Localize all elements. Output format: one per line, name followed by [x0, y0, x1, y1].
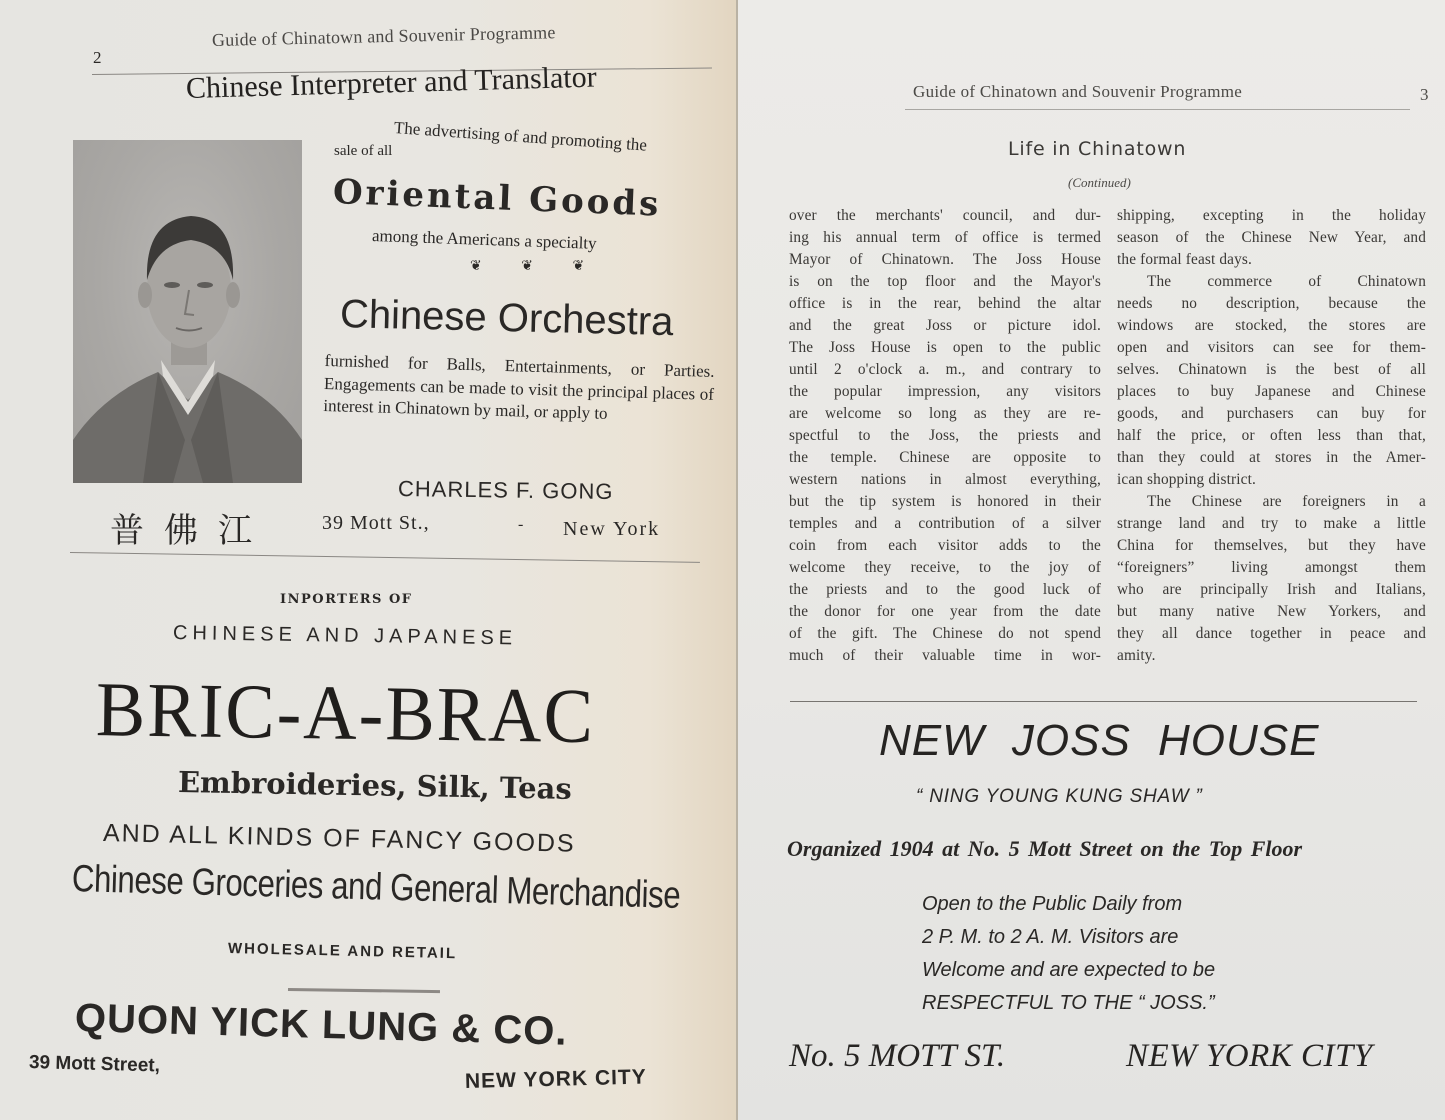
fancy-goods-line: AND ALL KINDS OF FANCY GOODS: [102, 819, 576, 858]
joss-house-city: NEW YORK CITY: [1126, 1038, 1373, 1074]
text-line: “foreigners” living amongst them: [1117, 559, 1426, 576]
address-separator: -: [518, 516, 524, 533]
text-line: Mayor of Chinatown. The Joss House: [789, 251, 1101, 268]
text-line: but many native New Yorkers, and: [1117, 603, 1426, 620]
text-line: ican shopping district.: [1117, 471, 1256, 488]
text-line: ing his annual term of office is termed: [789, 229, 1101, 246]
chinese-orchestra-headline: Chinese Orchestra: [339, 292, 674, 345]
text-line: over the merchants' council, and dur-: [789, 207, 1101, 224]
text-line: strange land and try to make a little: [1117, 515, 1426, 532]
advertiser-address: 39 Mott St.,: [322, 512, 430, 534]
text-line: China for themselves, but they have: [1117, 537, 1426, 554]
text-line: half the price, or often less than that,: [1117, 427, 1426, 444]
text-line: western nations in almost everything,: [789, 471, 1101, 488]
text-line: are welcome so long as they are re-: [789, 405, 1101, 422]
importers-kicker: INPORTERS OF: [280, 592, 413, 607]
text-line: temples and a contribution of a silver: [789, 515, 1101, 532]
hours-line: Welcome and are expected to be: [922, 959, 1216, 981]
text-line: the formal feast days.: [1117, 251, 1252, 268]
hours-line: 2 P. M. to 2 A. M. Visitors are: [922, 926, 1179, 948]
importers-origin: CHINESE AND JAPANESE: [172, 622, 518, 650]
groceries-line: Chinese Groceries and General Merchandise: [71, 858, 681, 917]
text-line: windows are stocked, the stores are: [1117, 317, 1426, 334]
text-line: office is in the rear, behind the altar: [789, 295, 1101, 312]
text-line: who are principally Irish and Italians,: [1117, 581, 1426, 598]
interpreter-ad-title: Chinese Interpreter and Translator: [185, 60, 598, 105]
oriental-goods-headline: Oriental Goods: [332, 172, 663, 225]
wholesale-retail-line: WHOLESALE AND RETAIL: [227, 940, 458, 963]
hours-line: RESPECTFUL TO THE “ JOSS.”: [922, 992, 1215, 1014]
text-line: is on the top floor and the Mayor's: [789, 273, 1101, 290]
running-head-right: Guide of Chinatown and Souvenir Programme: [913, 82, 1243, 101]
advertiser-chinese-name: 普佛江: [110, 511, 272, 551]
ad-divider-rule: [70, 552, 700, 563]
text-line: open and visitors can see for them-: [1117, 339, 1426, 356]
article-divider-rule: [790, 701, 1417, 702]
text-line: the popular impression, any visitors: [789, 383, 1101, 400]
text-line: shipping, excepting in the holiday: [1117, 207, 1426, 224]
article-column-2: [1117, 205, 1426, 667]
hours-line: Open to the Public Daily from: [922, 893, 1183, 915]
page-number-right: 3: [1420, 85, 1429, 104]
running-head: Guide of Chinatown and Souvenir Programme: [211, 22, 556, 50]
text-line: until 2 o'clock a. m., and contrary to: [789, 361, 1101, 378]
text-line: spectful to the Joss, the priests and: [789, 427, 1101, 444]
text-line: they all dance together in peace and: [1117, 625, 1426, 642]
joss-house-chinese-name: “ NING YOUNG KUNG SHAW ”: [916, 786, 1203, 807]
oriental-goods-subline: among the Americans a specialty: [371, 226, 597, 253]
article-column-1: [789, 205, 1101, 667]
text-line: needs no description, because the: [1117, 295, 1426, 312]
importers-goods: Embroideries, Silk, Teas: [177, 765, 573, 806]
advertiser-city: New York: [563, 518, 661, 540]
text-line: season of the Chinese New Year, and: [1117, 229, 1426, 246]
joss-house-title: NEW JOSS HOUSE: [879, 716, 1320, 765]
text-line: welcome they receive, to the joy of: [789, 559, 1101, 576]
short-divider-rule: [288, 988, 440, 993]
text-line: much of their valuable time in wor-: [789, 647, 1101, 664]
text-line: coin from each visitor adds to the: [789, 537, 1101, 554]
text-line: selves. Chinatown is the best of all: [1117, 361, 1426, 378]
portrait-photo: [73, 140, 302, 483]
joss-house-address: No. 5 MOTT ST.: [789, 1038, 1006, 1074]
text-line: the temple. Chinese are opposite to: [789, 449, 1101, 466]
company-address: 39 Mott Street,: [28, 1052, 161, 1077]
bric-a-brac-headline: BRIC-A-BRAC: [95, 666, 596, 760]
advertiser-name: CHARLES F. GONG: [397, 476, 614, 505]
text-line: and the great Joss or picture idol.: [789, 317, 1101, 334]
text-line: The Joss House is open to the public: [789, 339, 1101, 356]
orchestra-description: furnished for Balls, Entertainments, or Parties. Engagements can be made to visit the principal places of interest in Chinatown by mail, or apply to: [323, 350, 715, 423]
interpreter-ad-intro-1: The advertising of and promoting the: [393, 118, 648, 155]
text-line: than they could at stores in the Amer-: [1117, 449, 1426, 466]
text-line: The commerce of Chinatown: [1147, 273, 1426, 290]
text-line: amity.: [1117, 647, 1156, 664]
page-number: 2: [93, 48, 102, 67]
text-line: The Chinese are foreigners in a: [1147, 493, 1426, 510]
article-continued-label: (Continued): [1068, 175, 1131, 190]
fleuron-ornament-icon: ❦ ❦ ❦: [470, 259, 603, 274]
text-line: goods, and purchasers can buy for: [1117, 405, 1426, 422]
company-name: QUON YICK LUNG & CO.: [74, 996, 569, 1054]
text-line: places to buy Japanese and Chinese: [1117, 383, 1426, 400]
article-title: Life in Chinatown: [1008, 138, 1187, 160]
joss-house-organized: Organized 1904 at No. 5 Mott Street on the Top Floor: [787, 836, 1303, 861]
portrait-illustration-icon: [73, 140, 302, 483]
header-rule-right: [905, 109, 1410, 110]
text-line: the donor for one year from the date: [789, 603, 1101, 620]
joss-house-hours: [922, 888, 1215, 1020]
text-line: of the gift. The Chinese do not spend: [789, 625, 1101, 642]
text-line: but the tip system is honored in their: [789, 493, 1101, 510]
text-line: the priests and to the good luck of: [789, 581, 1101, 598]
company-city: NEW YORK CITY: [464, 1065, 648, 1093]
interpreter-ad-intro-2: sale of all: [334, 143, 393, 159]
